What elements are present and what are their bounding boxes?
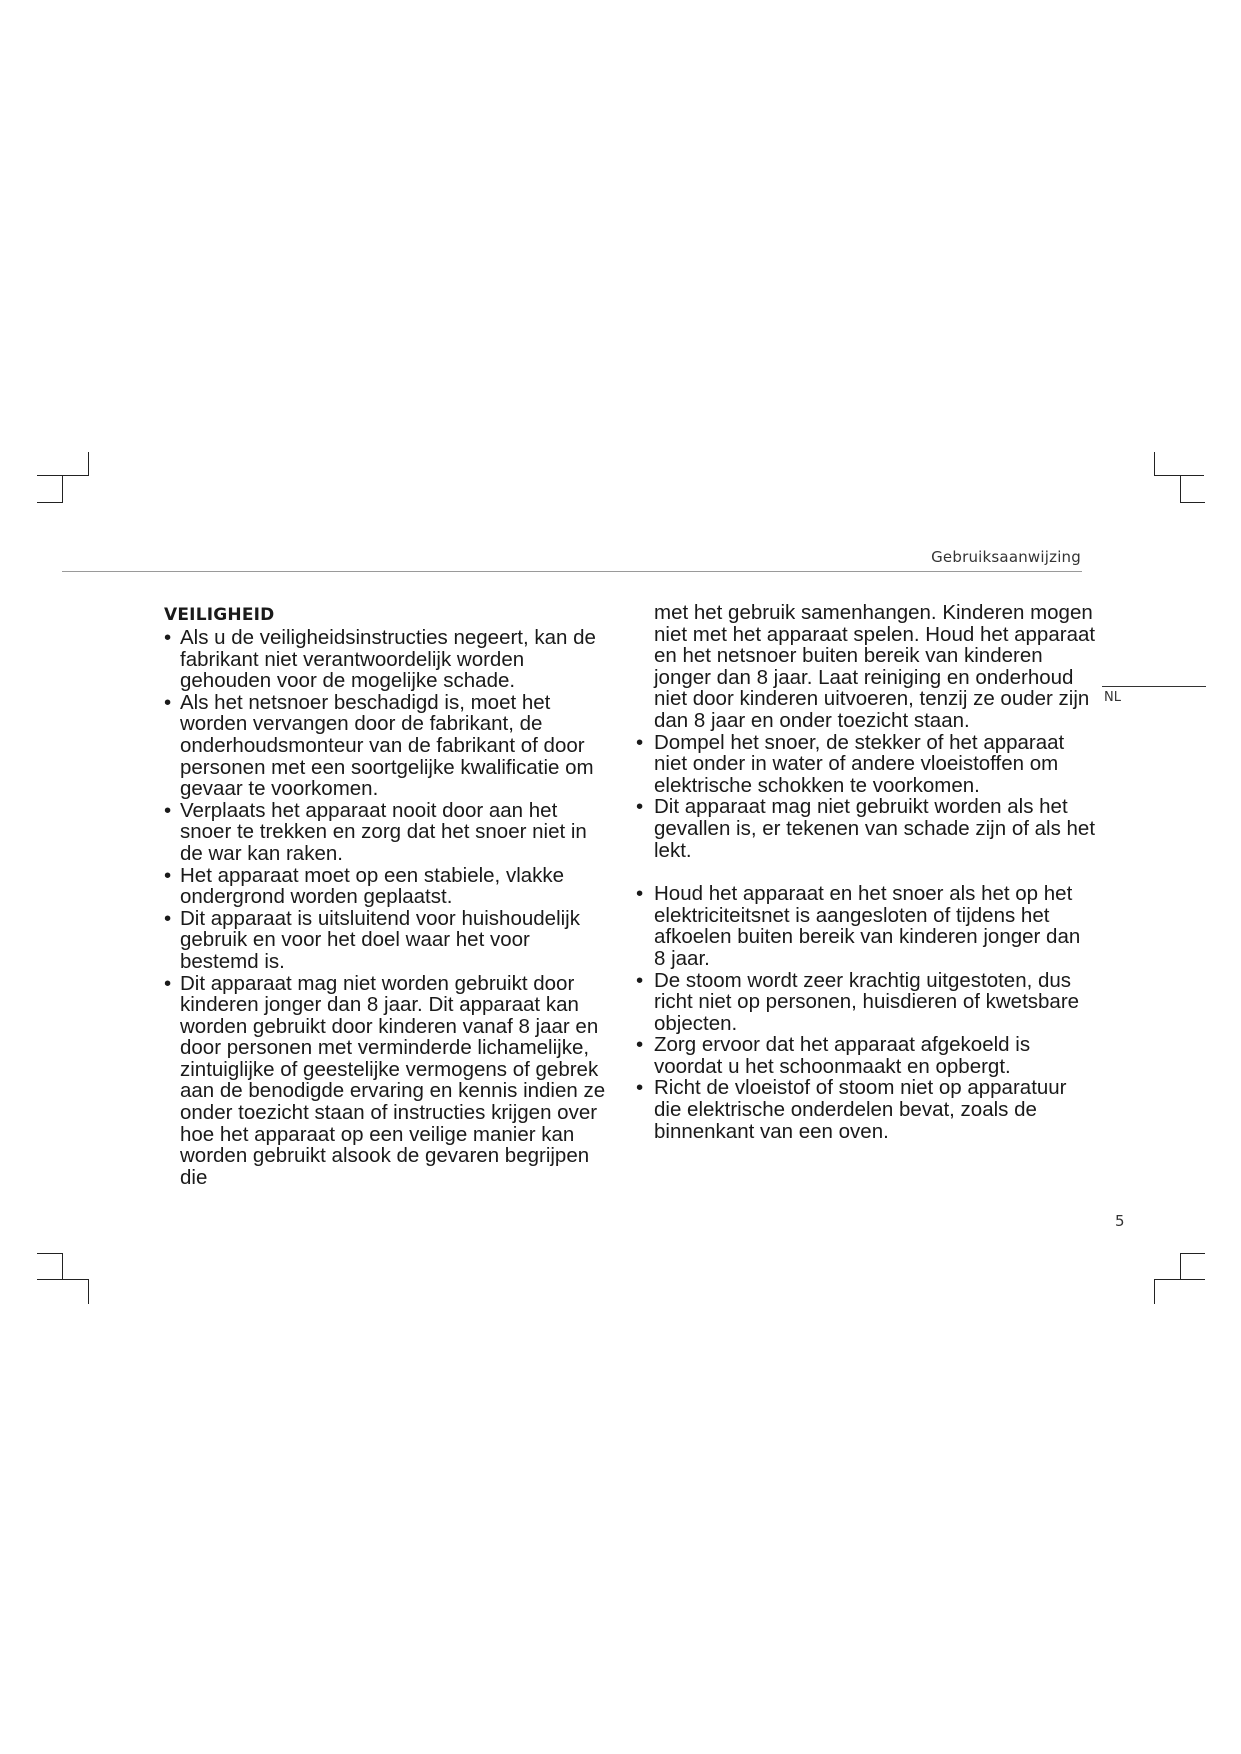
crop-mark bbox=[1180, 1253, 1181, 1280]
right-column bbox=[636, 602, 1096, 1142]
header-title: Gebruiksaanwijzing bbox=[931, 548, 1081, 566]
crop-mark bbox=[88, 452, 89, 476]
header-divider bbox=[62, 571, 1082, 572]
crop-mark bbox=[37, 1253, 62, 1254]
crop-mark bbox=[37, 475, 89, 476]
safety-list-right-b bbox=[636, 883, 1096, 1142]
crop-mark bbox=[1154, 1279, 1155, 1304]
left-column bbox=[164, 604, 614, 1188]
list-item: • Het apparaat moet op een stabiele, vlakke ondergrond worden geplaatst. bbox=[164, 865, 614, 908]
crop-mark bbox=[1154, 452, 1155, 476]
crop-mark bbox=[1180, 502, 1205, 503]
list-item: • Als het netsnoer beschadigd is, moet het worden vervangen door de fabrikant, de onderhoudsmonteur van de fabrikant of door personen met een soortgelijke kwalificatie om gevaar te voorkomen. bbox=[164, 692, 614, 800]
language-tab-divider bbox=[1102, 686, 1206, 687]
language-tab: NL bbox=[1104, 690, 1121, 705]
continuation-text: met het gebruik samenhangen. Kinderen mogen niet met het apparaat spelen. Houd het apparaat en het netsnoer buiten bereik van kinderen jonger dan 8 jaar. Laat reiniging en onderhoud niet door kinderen uitvoeren, tenzij ze ouder zijn dan 8 jaar en onder toezicht staan. bbox=[654, 601, 1096, 732]
list-item: • Als u de veiligheidsinstructies negeert, kan de fabrikant niet verantwoordelijk worden gehouden voor de mogelijke schade. bbox=[164, 627, 614, 692]
list-item: • Richt de vloeistof of stoom niet op apparatuur die elektrische onderdelen bevat, zoals de binnenkant van een oven. bbox=[636, 1077, 1096, 1142]
list-item: • Dit apparaat mag niet gebruikt worden als het gevallen is, er tekenen van schade zijn of als het lekt. bbox=[636, 796, 1096, 861]
crop-mark bbox=[1154, 1279, 1205, 1280]
list-item: • Dompel het snoer, de stekker of het apparaat niet onder in water of andere vloeistoffen om elektrische schokken te voorkomen. bbox=[636, 732, 1096, 797]
spacer bbox=[636, 861, 1096, 883]
list-item: • Zorg ervoor dat het apparaat afgekoeld is voordat u het schoonmaakt en opbergt. bbox=[636, 1034, 1096, 1077]
safety-list-left bbox=[164, 627, 614, 1188]
crop-mark bbox=[1154, 475, 1204, 476]
list-item: • Dit apparaat mag niet worden gebruikt door kinderen jonger dan 8 jaar. Dit apparaat kan worden gebruikt door kinderen vanaf 8 jaar en door personen met verminderde lichamelijke, zintuiglijke of geestelijke vermogens of gebrek aan de benodigde ervaring en kennis indien ze onder toezicht staan of instructies krijgen over hoe het apparaat op een veilige manier kan worden gebruikt alsook de gevaren begrijpen die bbox=[164, 973, 614, 1189]
crop-mark bbox=[88, 1279, 89, 1304]
list-item: • De stoom wordt zeer krachtig uitgestoten, dus richt niet op personen, huisdieren of kwetsbare objecten. bbox=[636, 970, 1096, 1035]
list-item: • Houd het apparaat en het snoer als het op het elektriciteitsnet is aangesloten of tijdens het afkoelen buiten bereik van kinderen jonger dan 8 jaar. bbox=[636, 883, 1096, 969]
page-number: 5 bbox=[1115, 1212, 1125, 1230]
crop-mark bbox=[37, 1279, 89, 1280]
crop-mark bbox=[1180, 1253, 1205, 1254]
crop-mark bbox=[37, 502, 62, 503]
crop-mark bbox=[1180, 476, 1181, 503]
list-item: • Verplaats het apparaat nooit door aan het snoer te trekken en zorg dat het snoer niet in de war kan raken. bbox=[164, 800, 614, 865]
list-item: • Dit apparaat is uitsluitend voor huishoudelijk gebruik en voor het doel waar het voor bestemd is. bbox=[164, 908, 614, 973]
safety-list-right-a bbox=[636, 732, 1096, 862]
crop-mark bbox=[62, 1253, 63, 1280]
section-title: VEILIGHEID bbox=[164, 605, 275, 625]
crop-mark bbox=[62, 476, 63, 503]
